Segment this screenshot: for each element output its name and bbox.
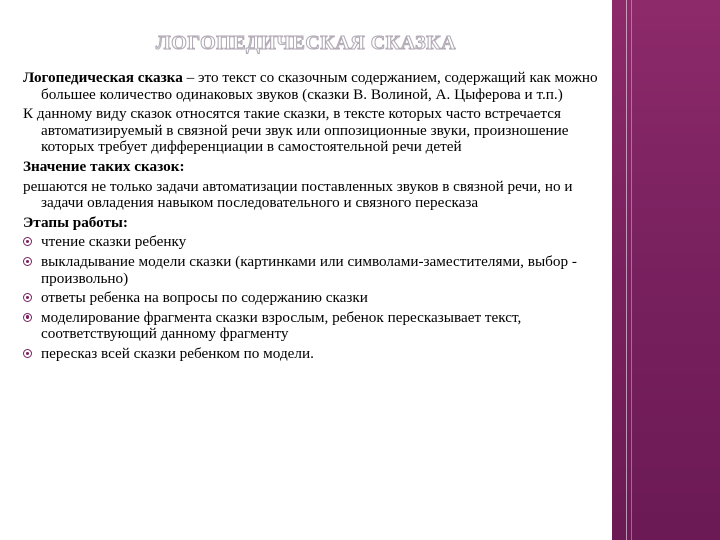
circle-dot-icon (23, 237, 32, 246)
meaning-heading: Значение таких сказок: (23, 157, 185, 175)
definition-term: Логопедическая сказка (23, 69, 183, 86)
stage-text: моделирование фрагмента сказки взрослым, ребенок пересказывает текст, соответствующий данному фрагменту (41, 308, 522, 343)
decorative-sidebar (612, 0, 720, 540)
list-item (23, 254, 613, 287)
circle-dot-icon (23, 313, 32, 322)
stage-text: ответы ребенка на вопросы по содержанию сказки (41, 289, 368, 307)
stages-list (23, 234, 613, 362)
list-item (23, 290, 613, 307)
definition-paragraph (23, 70, 613, 103)
stage-text: выкладывание модели сказки (картинками или символами-заместителями, выбор - произвольно) (41, 252, 577, 287)
definition-text: – это текст со сказочным содержанием, содержащий как можно большее количество одинаковых звуков (сказки В. Волиной, А. Цыферова и т.п.) (41, 69, 598, 103)
circle-dot-icon (23, 257, 32, 266)
circle-dot-icon (23, 293, 32, 302)
slide-content (23, 70, 613, 366)
stage-text: чтение сказки ребенку (41, 233, 187, 251)
slide-title: ЛОГОПЕДИЧЕСКАЯ СКАЗКА (155, 32, 457, 54)
list-item (23, 346, 613, 363)
stages-heading: Этапы работы: (23, 213, 128, 231)
types-paragraph: К данному виду сказок относятся такие сказки, в тексте которых часто встречается автоматизируемый в связной речи звук или оппозиционные звуки, произношение которых требует дифференциации в самостоятельной речи детей (23, 105, 569, 156)
sidebar-divider-line-secondary (631, 0, 632, 540)
list-item (23, 234, 613, 251)
stage-text: пересказ всей сказки ребенком по модели. (41, 344, 314, 362)
sidebar-divider-line (626, 0, 627, 540)
list-item (23, 310, 613, 343)
circle-dot-icon (23, 349, 32, 358)
meaning-paragraph: решаются не только задачи автоматизации поставленных звуков в связной речи, но и задачи овладения навыком последовательного и связного пересказа (23, 177, 573, 212)
